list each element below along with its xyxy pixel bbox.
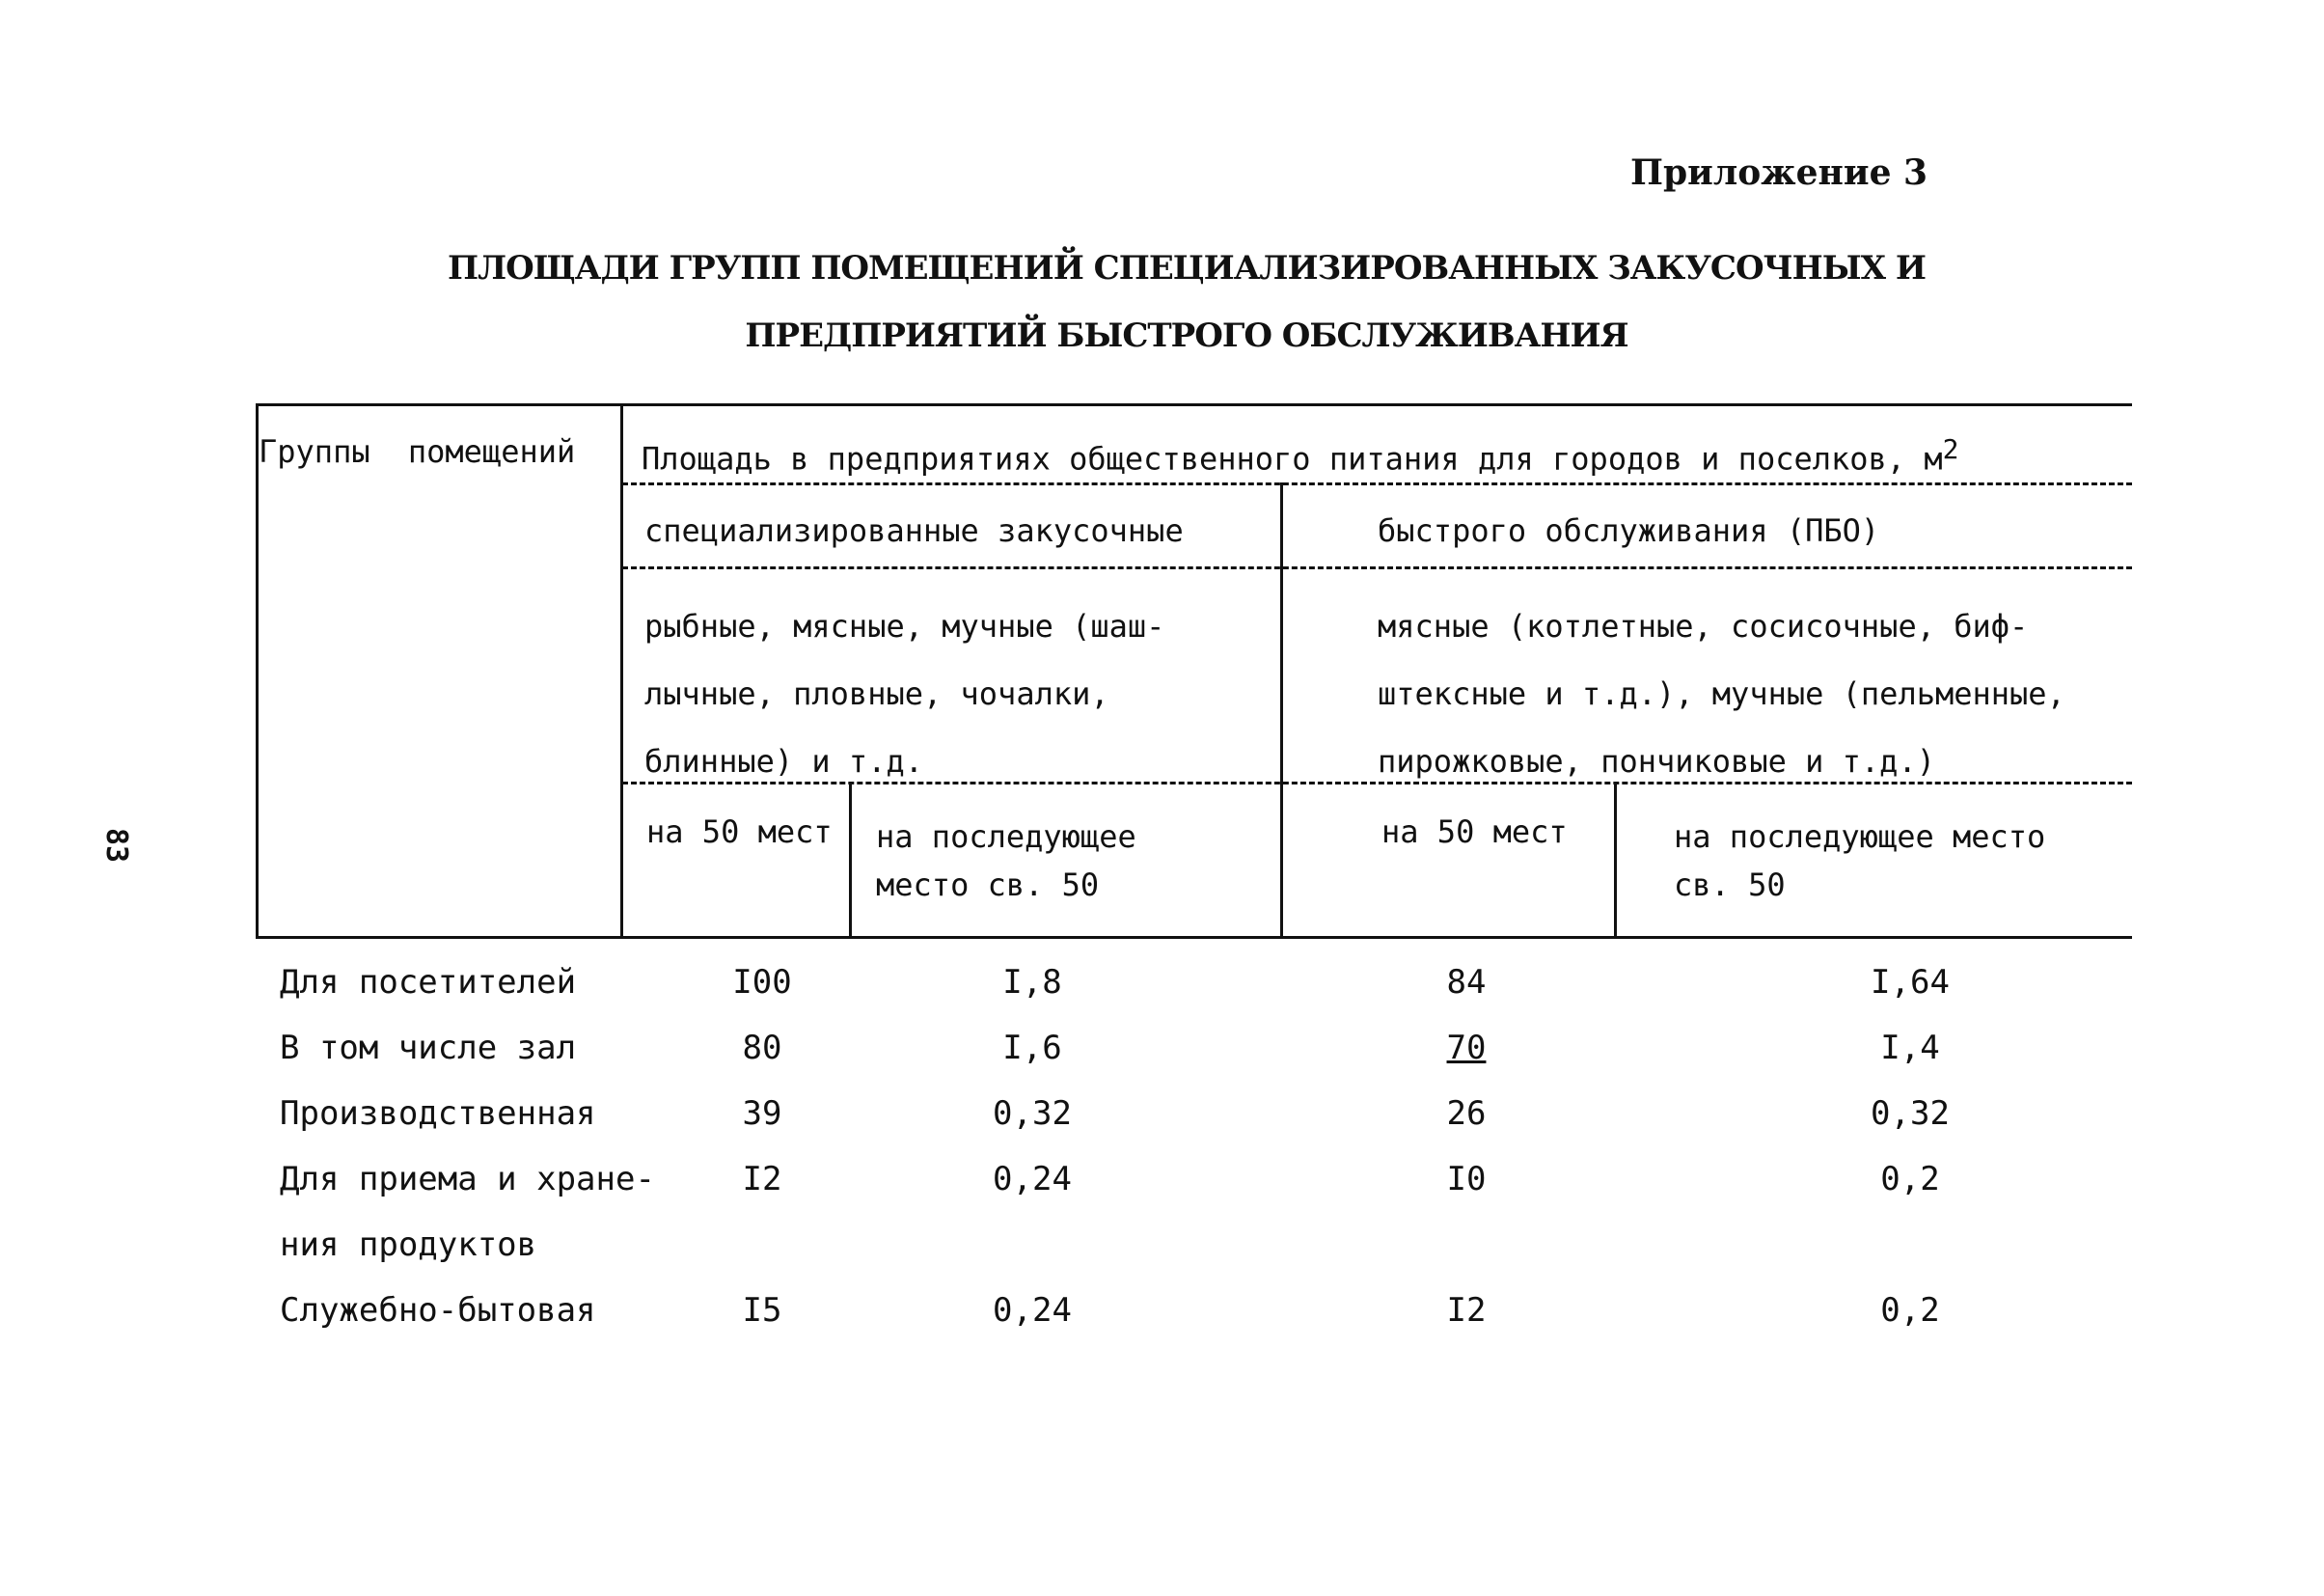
area-header [642,432,1958,480]
row-name: Служебно-бытовая [280,1291,596,1330]
fast-next-seat-value: I,64 [1871,963,1950,1002]
area-header-unit: 2 [1942,433,1959,465]
spec-per-50-header: на 50 мест [646,813,833,850]
fast-header: быстрого обслуживания (ПБО) [1378,512,1880,549]
fast-next-seat-value: I,4 [1880,1029,1940,1067]
fast-per-50-value: I0 [1446,1160,1487,1198]
spec-next-seat-value: 0,24 [993,1160,1072,1198]
header-divider-1 [622,482,2132,485]
spec-description [644,592,1164,795]
fast-description [1378,592,2065,795]
spec-next-seat-header [876,812,1136,909]
row-name-continued: ния продуктов [280,1225,537,1264]
fast-description-line-1: мясные (котлетные, сосисочные, биф- [1378,608,2029,645]
fast-description-line-2: штексные и т.д.), мучные (пельменные, [1378,675,2065,712]
spec-next-seat-line-1: на последующее [876,818,1136,855]
spec-per-50-value: I5 [742,1291,782,1330]
document-title-line-1: ПЛОЩАДИ ГРУПП ПОМЕЩЕНИЙ СПЕЦИАЛИЗИРОВАННЫХ ЗАКУСОЧНЫХ И [448,249,1926,288]
table-top-border [256,403,2132,406]
group-column-header: Группы помещений [259,433,576,470]
fast-description-line-3: пирожковые, пончиковые и т.д.) [1378,743,1935,780]
table-left-border [256,403,259,939]
spec-next-seat-value: 0,32 [993,1094,1072,1133]
fast-per-50-value: I2 [1446,1291,1487,1330]
spec-description-line-3: блинные) и т.д. [644,743,923,780]
fast-subcolumn-separator [1614,782,1617,939]
fast-next-seat-header [1674,812,2045,909]
fast-per-50-value: 70 [1446,1029,1487,1067]
fast-per-50-value: 84 [1446,963,1487,1002]
fast-next-seat-line-1: на последующее место [1674,818,2046,855]
spec-per-50-value: I2 [742,1160,782,1198]
row-name: Производственная [280,1094,596,1133]
spec-header: специализированные закусочные [644,512,1184,549]
spec-subcolumn-separator [849,782,852,939]
fast-next-seat-value: 0,2 [1880,1160,1940,1198]
spec-description-line-2: лычные, пловные, чочалки, [644,675,1109,712]
page-number: 83 [99,828,133,864]
fast-next-seat-value: 0,32 [1871,1094,1950,1133]
document-title-line-2: ПРЕДПРИЯТИЙ БЫСТРОГО ОБСЛУЖИВАНИЯ [745,316,1628,355]
row-name: В том числе зал [280,1029,577,1067]
fast-next-seat-value: 0,2 [1880,1291,1940,1330]
spec-fast-separator [1280,482,1283,939]
area-header-text: Площадь в предприятиях общественного питания для городов и поселков, м [642,440,1943,478]
spec-next-seat-value: 0,24 [993,1291,1072,1330]
fast-next-seat-line-2: св. 50 [1674,867,1786,903]
row-name: Для посетителей [280,963,577,1002]
spec-per-50-value: 39 [742,1094,782,1133]
spec-next-seat-value: I,6 [1002,1029,1062,1067]
table-header-bottom-border [259,936,2132,939]
spec-next-seat-line-2: место св. 50 [876,867,1100,903]
header-divider-2 [622,566,2132,569]
spec-next-seat-value: I,8 [1002,963,1062,1002]
fast-per-50-value: 26 [1446,1094,1487,1133]
spec-per-50-value: 80 [742,1029,782,1067]
appendix-label: Приложение 3 [1630,152,1928,193]
spec-description-line-1: рыбные, мясные, мучные (шаш- [644,608,1165,645]
spec-per-50-value: I00 [732,963,792,1002]
row-name: Для приема и хране- [280,1160,655,1198]
fast-per-50-header: на 50 мест [1381,813,1568,850]
